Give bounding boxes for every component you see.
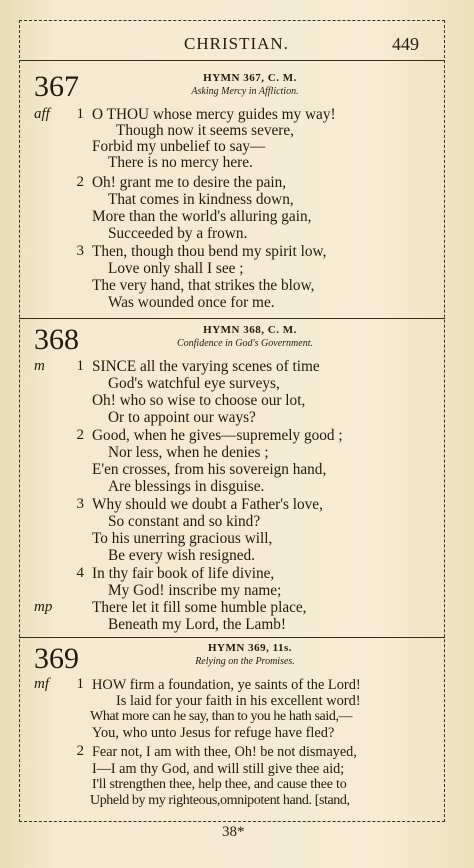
verse-line: Why should we doubt a Father's love, bbox=[92, 496, 323, 513]
verse-line: Though now it seems severe, bbox=[116, 122, 294, 139]
verse-number: 4 bbox=[76, 565, 84, 581]
verse-line: Oh! who so wise to choose our lot, bbox=[92, 392, 306, 409]
verse-line: To his unerring gracious will, bbox=[92, 530, 273, 547]
hymn-number: 369 bbox=[34, 642, 79, 675]
verse-line: God's watchful eye surveys, bbox=[108, 375, 280, 392]
verse-line: There is no mercy here. bbox=[108, 154, 253, 171]
verse-line: Be every wish resigned. bbox=[108, 547, 255, 564]
hymn-separator bbox=[19, 318, 445, 319]
verse-line: HOW firm a foundation, ye saints of the Lord! bbox=[92, 677, 361, 693]
header-rule bbox=[19, 60, 445, 61]
verse-line: I'll strengthen thee, help thee, and cause thee to bbox=[92, 777, 347, 792]
verse-line: Was wounded once for me. bbox=[108, 294, 275, 311]
running-head-title: CHRISTIAN. bbox=[184, 34, 289, 53]
verse-number: 3 bbox=[76, 496, 84, 512]
verse-line: Oh! grant me to desire the pain, bbox=[92, 174, 287, 191]
verse-number: 3 bbox=[76, 243, 84, 259]
verse-line: There let it fill some humble place, bbox=[92, 599, 307, 616]
verse-line: Forbid my unbelief to say— bbox=[92, 138, 266, 155]
verse-line: Is laid for your faith in his excellent word! bbox=[116, 693, 361, 709]
hymn-subtitle: Asking Mercy in Affliction. bbox=[191, 86, 299, 97]
verse-number: 2 bbox=[76, 427, 84, 443]
signature-mark: 38* bbox=[222, 824, 245, 840]
hymn-number: 368 bbox=[34, 323, 79, 356]
hymn-separator bbox=[19, 637, 445, 638]
hymn-number: 367 bbox=[34, 70, 79, 103]
verse-number: 1 bbox=[76, 358, 84, 374]
hymn-heading: HYMN 369, 11s. bbox=[208, 642, 292, 654]
verse-line: Upheld by my righteous,omnipotent hand. [stand, bbox=[90, 793, 350, 808]
verse-number: 2 bbox=[76, 743, 84, 759]
verse-line: Nor less, when he denies ; bbox=[108, 444, 269, 461]
verse-line: SINCE all the varying scenes of time bbox=[92, 358, 320, 375]
verse-line: Love only shall I see ; bbox=[108, 260, 244, 277]
verse-line: Or to appoint our ways? bbox=[108, 409, 256, 426]
verse-line: Good, when he gives—supremely good ; bbox=[92, 427, 343, 444]
verse-line: O THOU whose mercy guides my way! bbox=[92, 106, 336, 123]
dynamic-marking: m bbox=[34, 358, 45, 374]
verse-line: So constant and so kind? bbox=[108, 513, 261, 530]
verse-line: The very hand, that strikes the blow, bbox=[92, 277, 315, 294]
verse-line: That comes in kindness down, bbox=[108, 191, 294, 208]
verse-line: You, who unto Jesus for refuge have fled? bbox=[92, 725, 335, 741]
page-number: 449 bbox=[392, 34, 419, 54]
verse-line: Fear not, I am with thee, Oh! be not dismayed, bbox=[92, 744, 357, 760]
hymn-subtitle: Confidence in God's Government. bbox=[176, 338, 313, 349]
hymn-subtitle: Relying on the Promises. bbox=[195, 656, 295, 667]
verse-line: Beneath my Lord, the Lamb! bbox=[108, 616, 286, 633]
dynamic-marking: mf bbox=[34, 676, 49, 692]
verse-line: What more can he say, than to you he hath said,— bbox=[90, 709, 353, 724]
verse-line: I—I am thy God, and will still give thee aid; bbox=[92, 761, 345, 777]
dynamic-marking: mp bbox=[34, 599, 53, 615]
verse-line: Are blessings in disguise. bbox=[108, 478, 265, 495]
verse-line: Then, though thou bend my spirit low, bbox=[92, 243, 327, 260]
verse-line: In thy fair book of life divine, bbox=[92, 565, 275, 582]
verse-line: More than the world's alluring gain, bbox=[92, 208, 312, 225]
hymn-heading: HYMN 368, C. M. bbox=[203, 324, 297, 336]
dynamic-marking: aff bbox=[34, 106, 50, 122]
verse-number: 1 bbox=[76, 106, 84, 122]
verse-line: E'en crosses, from his sovereign hand, bbox=[92, 461, 327, 478]
hymn-heading: HYMN 367, C. M. bbox=[203, 72, 297, 84]
verse-number: 1 bbox=[76, 676, 84, 692]
verse-line: My God! inscribe my name; bbox=[108, 582, 282, 599]
verse-line: Succeeded by a frown. bbox=[108, 225, 248, 242]
verse-number: 2 bbox=[76, 174, 84, 190]
